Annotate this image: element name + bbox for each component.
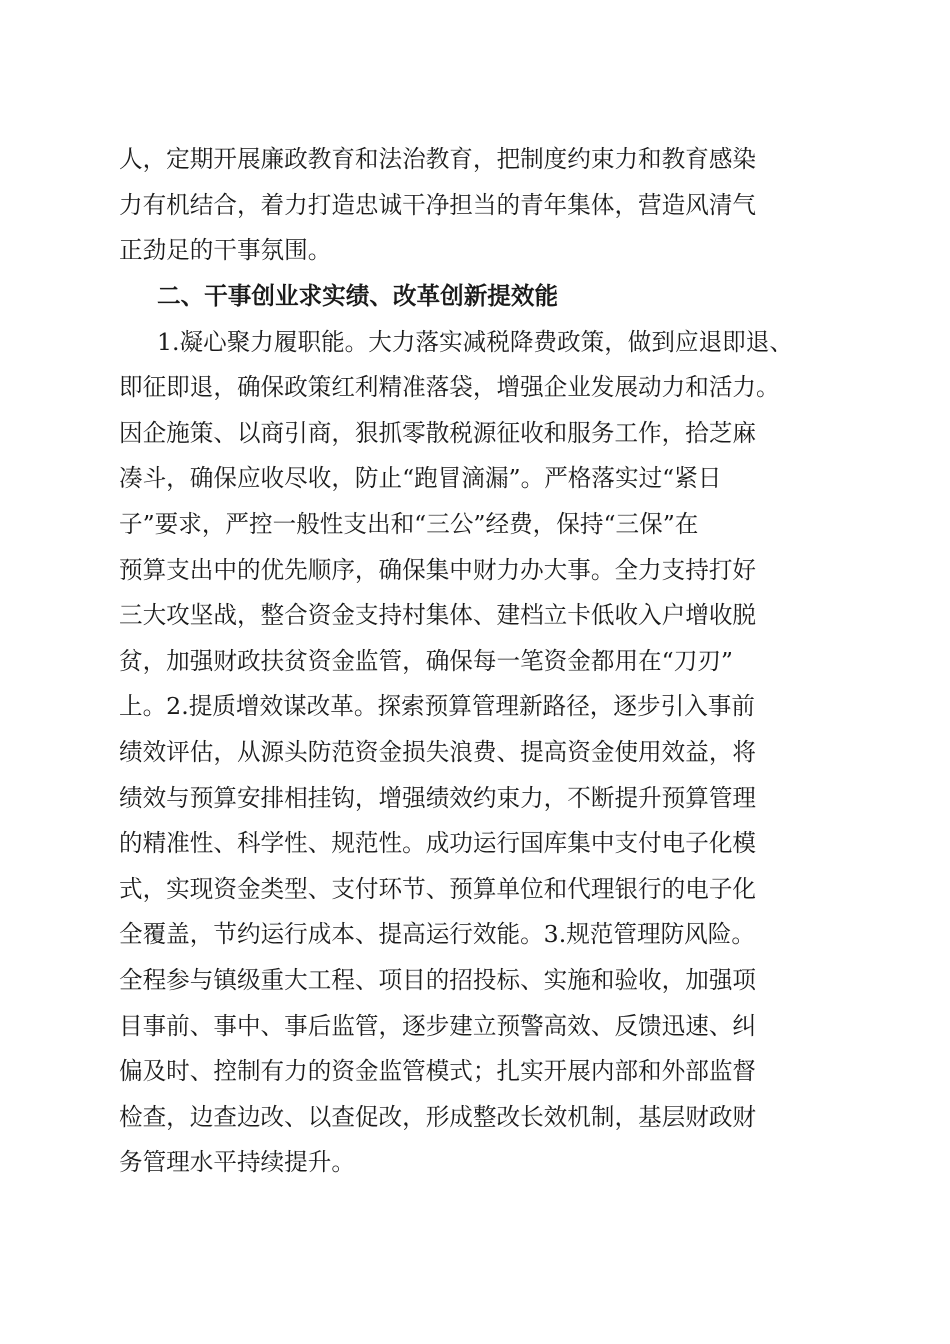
text-line: 三大攻坚战，整合资金支持村集体、建档立卡低收入户增收脱 — [119, 601, 757, 629]
text-line: 检查，边查边改、以查促改，形成整改长效机制，基层财政财 — [119, 1103, 757, 1131]
text-line: 贫，加强财政扶贫资金监管，确保每一笔资金都用在“刀刃” — [119, 647, 733, 675]
text-line: 力有机结合，着力打造忠诚干净担当的青年集体，营造风清气 — [119, 191, 757, 219]
text-line: 的精准性、科学性、规范性。成功运行国库集中支付电子化模 — [119, 829, 757, 857]
text-line: 子”要求，严控一般性支出和“三公”经费，保持“三保”在 — [119, 510, 699, 538]
text-line: 因企施策、以商引商，狠抓零散税源征收和服务工作，拾芝麻 — [119, 419, 757, 447]
text-line: 全覆盖，节约运行成本、提高运行效能。3.规范管理防风险。 — [119, 920, 755, 948]
text-line: 凑斗，确保应收尽收，防止“跑冒滴漏”。严格落实过“紧日 — [119, 464, 722, 492]
text-line: 预算支出中的优先顺序，确保集中财力办大事。全力支持打好 — [119, 556, 757, 584]
text-line: 上。2.提质增效谋改革。探索预算管理新路径，逐步引入事前 — [119, 692, 755, 720]
text-line: 1.凝心聚力履职能。大力落实减税降费政策，做到应退即退、 — [157, 328, 793, 356]
text-line: 即征即退，确保政策红利精准落袋，增强企业发展动力和活力。 — [119, 373, 780, 401]
text-line: 式，实现资金类型、支付环节、预算单位和代理银行的电子化 — [119, 875, 757, 903]
text-line: 正劲足的干事氛围。 — [119, 236, 332, 264]
section-heading: 二、干事创业求实绩、改革创新提效能 — [157, 282, 559, 310]
text-line: 绩效与预算安排相挂钩，增强绩效约束力，不断提升预算管理 — [119, 784, 757, 812]
text-line: 绩效评估，从源头防范资金损失浪费、提高资金使用效益，将 — [119, 738, 757, 766]
text-line: 目事前、事中、事后监管，逐步建立预警高效、反馈迅速、纠 — [119, 1012, 757, 1040]
text-line: 人，定期开展廉政教育和法治教育，把制度约束力和教育感染 — [119, 145, 757, 173]
text-line: 全程参与镇级重大工程、项目的招投标、实施和验收，加强项 — [119, 966, 757, 994]
text-line: 偏及时、控制有力的资金监管模式；扎实开展内部和外部监督 — [119, 1057, 757, 1085]
text-line: 务管理水平持续提升。 — [119, 1148, 355, 1176]
